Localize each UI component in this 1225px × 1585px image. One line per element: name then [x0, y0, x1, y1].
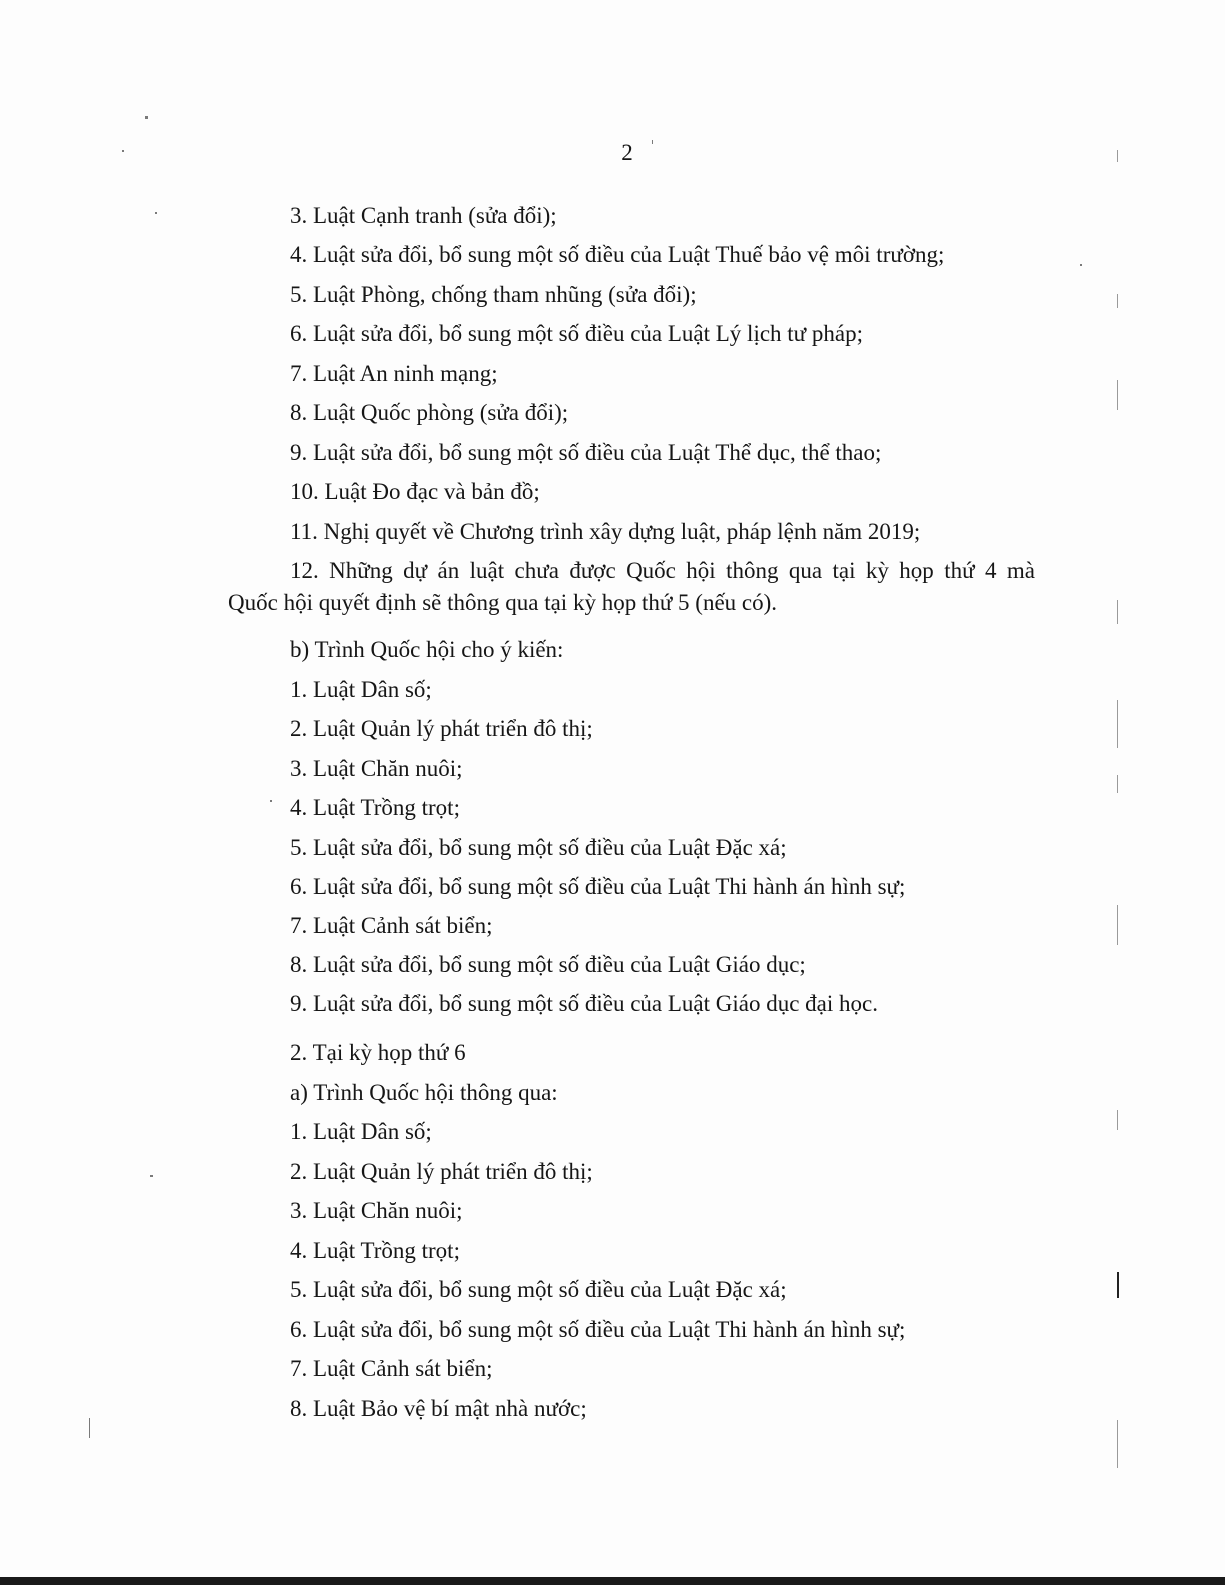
scan-speck [270, 800, 272, 802]
scan-speck [155, 212, 157, 214]
list-item: 3. Luật Cạnh tranh (sửa đổi); [290, 203, 557, 228]
list-item: 7. Luật Cảnh sát biển; [290, 1356, 493, 1381]
list-item: 7. Luật Cảnh sát biển; [290, 913, 493, 938]
list-item: 2. Luật Quản lý phát triển đô thị; [290, 1159, 593, 1184]
scan-edge [1117, 1110, 1118, 1130]
scan-speck [122, 150, 124, 152]
scan-edge [1117, 905, 1118, 945]
section-heading: b) Trình Quốc hội cho ý kiến: [290, 637, 564, 662]
list-item: 5. Luật Phòng, chống tham nhũng (sửa đổi); [290, 282, 697, 307]
scan-edge [1117, 600, 1118, 624]
scan-edge [1117, 1272, 1119, 1298]
list-item: 1. Luật Dân số; [290, 1119, 432, 1144]
list-item: 9. Luật sửa đổi, bổ sung một số điều của Luật Thể dục, thể thao; [290, 440, 882, 465]
list-item: 10. Luật Đo đạc và bản đồ; [290, 479, 540, 504]
list-item: 8. Luật sửa đổi, bổ sung một số điều của Luật Giáo dục; [290, 952, 806, 977]
section-heading: 2. Tại kỳ họp thứ 6 [290, 1040, 466, 1065]
scan-speck [652, 140, 653, 144]
scan-edge [1117, 700, 1118, 748]
list-item: 9. Luật sửa đổi, bổ sung một số điều của Luật Giáo dục đại học. [290, 991, 878, 1016]
scan-speck [1080, 264, 1082, 266]
page-number: 2 [621, 140, 633, 165]
list-item: 1. Luật Dân số; [290, 677, 432, 702]
list-item: 12. Những dự án luật chưa được Quốc hội thông qua tại kỳ họp thứ 4 mà [290, 558, 1035, 583]
scan-edge [1117, 775, 1118, 793]
scan-edge [1117, 150, 1118, 162]
list-item: 6. Luật sửa đổi, bổ sung một số điều của Luật Thi hành án hình sự; [290, 1317, 906, 1342]
scan-edge [1117, 380, 1118, 410]
list-item: 4. Luật Trồng trọt; [290, 795, 460, 820]
list-item: 3. Luật Chăn nuôi; [290, 1198, 463, 1223]
list-item: 11. Nghị quyết về Chương trình xây dựng luật, pháp lệnh năm 2019; [290, 519, 921, 544]
list-item: 6. Luật sửa đổi, bổ sung một số điều của Luật Lý lịch tư pháp; [290, 321, 864, 346]
list-item-continuation: Quốc hội quyết định sẽ thông qua tại kỳ họp thứ 5 (nếu có). [228, 590, 778, 615]
list-item: 4. Luật Trồng trọt; [290, 1238, 460, 1263]
list-item: 6. Luật sửa đổi, bổ sung một số điều của Luật Thi hành án hình sự; [290, 874, 906, 899]
list-item: 3. Luật Chăn nuôi; [290, 756, 463, 781]
scan-speck [145, 116, 148, 119]
scan-speck [150, 1175, 153, 1177]
list-item: 4. Luật sửa đổi, bổ sung một số điều của Luật Thuế bảo vệ môi trường; [290, 242, 945, 267]
section-heading: a) Trình Quốc hội thông qua: [290, 1080, 558, 1105]
list-item: 5. Luật sửa đổi, bổ sung một số điều của Luật Đặc xá; [290, 1277, 787, 1302]
list-item: 5. Luật sửa đổi, bổ sung một số điều của Luật Đặc xá; [290, 835, 787, 860]
list-item: 8. Luật Quốc phòng (sửa đổi); [290, 400, 569, 425]
scan-edge [1117, 1420, 1118, 1468]
list-item: 8. Luật Bảo vệ bí mật nhà nước; [290, 1396, 587, 1421]
list-item: 2. Luật Quản lý phát triển đô thị; [290, 716, 593, 741]
scan-edge [1117, 294, 1118, 308]
scan-speck [89, 1418, 90, 1438]
list-item: 7. Luật An ninh mạng; [290, 361, 498, 386]
scan-bottom-border [0, 1577, 1225, 1585]
